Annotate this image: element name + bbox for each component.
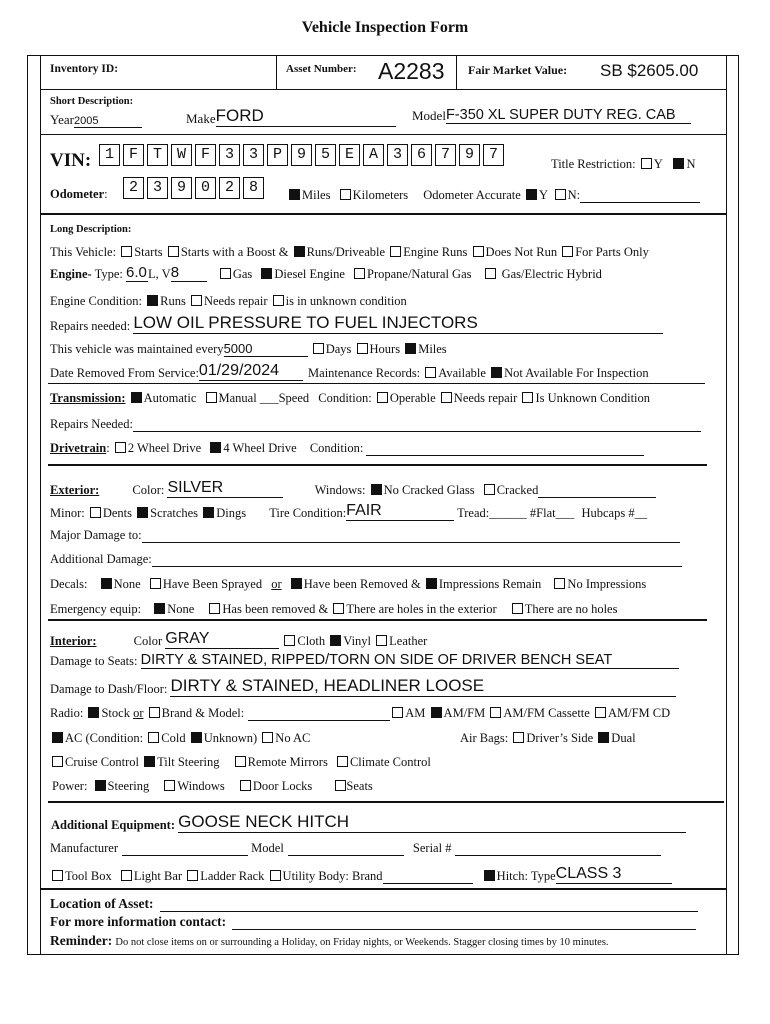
tire-condition-label: Tire Condition:	[269, 506, 347, 520]
stock-label: Stock	[101, 706, 130, 720]
engine-needs-repair-label: Needs repair	[203, 294, 268, 308]
emergency-label: Emergency equip:	[50, 602, 142, 616]
exterior-color-label: Color:	[132, 483, 165, 497]
holes-checkbox[interactable]	[333, 603, 344, 614]
odometer-char-box[interactable]: 2	[219, 177, 240, 199]
does-not-run-checkbox[interactable]	[473, 246, 484, 257]
two-wheel-drive-checkbox[interactable]	[115, 442, 126, 453]
equipment-types-row	[50, 865, 672, 884]
engine-condition-label: Engine Condition:	[50, 294, 143, 308]
vin-char-box[interactable]: P	[267, 144, 288, 166]
contact-row	[50, 914, 696, 930]
engine-needs-repair-checkbox[interactable]	[191, 295, 202, 306]
power-label: Power:	[52, 779, 88, 793]
title-restriction-y-checkbox[interactable]	[641, 158, 652, 169]
transmission-row	[50, 391, 650, 406]
removed-label: Have been Removed &	[303, 577, 421, 591]
exterior-row	[50, 479, 656, 498]
airbags-label: Air Bags:	[460, 731, 509, 745]
engine-cylinders-value: 8	[171, 264, 207, 282]
decals-none-checkbox[interactable]	[101, 578, 112, 589]
vin-char-box[interactable]: 9	[291, 144, 312, 166]
serial-line[interactable]	[455, 841, 661, 856]
power-row	[52, 779, 373, 794]
dash-damage-value[interactable]: DIRTY & STAINED, HEADLINER LOOSE	[170, 676, 676, 697]
engine-liters-value: 6.0	[126, 264, 147, 281]
dash-damage-row	[50, 676, 676, 697]
climate-label: Climate Control	[349, 755, 431, 769]
lightbar-label: Light Bar	[133, 869, 183, 883]
four-wheel-drive-checkbox[interactable]	[210, 442, 221, 453]
ac-unknown-checkbox[interactable]	[191, 732, 202, 743]
starts-checkbox[interactable]	[121, 246, 132, 257]
cloth-checkbox[interactable]	[284, 635, 295, 646]
engine-unknown-checkbox[interactable]	[273, 295, 284, 306]
seats-damage-label: Damage to Seats:	[50, 654, 138, 668]
odometer-char-box[interactable]: 8	[243, 177, 264, 199]
exterior-label: Exterior:	[50, 483, 100, 497]
kilometers-checkbox[interactable]	[340, 189, 351, 200]
ac-checkbox[interactable]	[52, 732, 63, 743]
ladder-checkbox[interactable]	[187, 870, 198, 881]
vin-char-box[interactable]: E	[339, 144, 360, 166]
model-field[interactable]	[412, 107, 691, 124]
am-label: AM	[405, 706, 426, 720]
four-wheel-drive-label: 4 Wheel Drive	[223, 441, 297, 455]
power-door-locks-label: Door Locks	[252, 779, 313, 793]
form-title: Vehicle Inspection Form	[301, 19, 469, 36]
short-description-label: Short Description:	[50, 96, 134, 107]
dual-label: Dual	[611, 731, 636, 745]
model-label: Model	[412, 108, 446, 123]
manual-checkbox[interactable]	[206, 392, 217, 403]
engine-runs-checkbox[interactable]	[390, 246, 401, 257]
equip-model-line[interactable]	[288, 841, 404, 856]
drivetrain-condition-line[interactable]	[366, 441, 644, 456]
hitch-label: Hitch: Type	[496, 869, 556, 883]
gas-checkbox[interactable]	[220, 268, 231, 279]
title-restriction-y-label: Y	[653, 157, 663, 171]
propane-label: Propane/Natural Gas	[367, 267, 472, 281]
airbags-row	[460, 731, 636, 746]
fair-market-value: SB $2605.00	[600, 61, 699, 80]
vin-char-box[interactable]: 6	[411, 144, 432, 166]
make-value: FORD	[216, 106, 396, 127]
contact-line[interactable]	[232, 914, 696, 930]
toolbox-label: Tool Box	[65, 869, 112, 883]
has-removed-checkbox[interactable]	[209, 603, 220, 614]
vin-char-box[interactable]: A	[363, 144, 384, 166]
dual-checkbox[interactable]	[598, 732, 609, 743]
location-row	[50, 896, 698, 912]
power-door-locks-checkbox[interactable]	[240, 780, 251, 791]
impressions-remain-checkbox[interactable]	[426, 578, 437, 589]
vin-char-box[interactable]: 3	[219, 144, 240, 166]
vin-char-box[interactable]: 9	[459, 144, 480, 166]
trans-needs-repair-label: Needs repair	[453, 391, 518, 405]
year-field[interactable]	[50, 112, 142, 128]
vin-char-box[interactable]: 3	[387, 144, 408, 166]
trans-repairs-label: Repairs Needed:	[50, 417, 133, 431]
power-windows-label: Windows	[177, 779, 225, 793]
decals-row	[50, 577, 646, 592]
date-removed-value[interactable]: 01/29/2024	[199, 362, 303, 381]
for-parts-checkbox[interactable]	[562, 246, 573, 257]
trans-repairs-row	[50, 417, 701, 432]
scratches-checkbox[interactable]	[137, 507, 148, 518]
title-restriction-n-label: N	[686, 157, 696, 171]
engine-type-row	[50, 264, 602, 282]
features-row	[50, 755, 431, 770]
maintenance-records-label: Maintenance Records:	[308, 366, 421, 380]
vinyl-label: Vinyl	[343, 634, 372, 648]
exterior-color-value[interactable]: SILVER	[167, 479, 283, 498]
odometer-boxes[interactable]	[123, 177, 267, 199]
minor-damage-row	[50, 502, 647, 521]
flat-label: #Flat___	[529, 506, 575, 520]
ac-cold-checkbox[interactable]	[148, 732, 159, 743]
manufacturer-label: Manufacturer	[50, 841, 119, 855]
odometer-char-box[interactable]: 3	[147, 177, 168, 199]
engine-condition-row	[50, 294, 407, 309]
cruise-checkbox[interactable]	[52, 756, 63, 767]
drivers-side-checkbox[interactable]	[513, 732, 524, 743]
am-checkbox[interactable]	[392, 707, 403, 718]
kilometers-label: Kilometers	[352, 188, 409, 202]
records-available-checkbox[interactable]	[425, 367, 436, 378]
odometer-units	[287, 188, 700, 203]
odometer-char-box[interactable]: 9	[171, 177, 192, 199]
additional-equipment-row	[51, 812, 686, 833]
trans-unknown-checkbox[interactable]	[522, 392, 533, 403]
asset-number-value: A2283	[378, 58, 445, 84]
serial-label: Serial #	[412, 841, 452, 855]
emergency-row	[50, 602, 617, 617]
engine-unknown-label: is in unknown condition	[285, 294, 407, 308]
radio-or-label: or	[133, 706, 144, 720]
records-not-available-label: Not Available For Inspection	[504, 366, 649, 380]
amfm-checkbox[interactable]	[431, 707, 442, 718]
amfm-cd-label: AM/FM CD	[607, 706, 671, 720]
engine-runs-cond-label: Runs	[160, 294, 186, 308]
no-impressions-label: No Impressions	[567, 577, 647, 591]
emergency-none-label: None	[167, 602, 195, 616]
automatic-checkbox[interactable]	[131, 392, 142, 403]
equip-model-label: Model	[251, 841, 284, 855]
engine-label: Engine-	[50, 267, 92, 281]
odometer-accurate-y-checkbox[interactable]	[526, 189, 537, 200]
interior-color-value[interactable]: GRAY	[165, 630, 279, 649]
vin-char-box[interactable]: W	[171, 144, 192, 166]
impressions-remain-label: Impressions Remain	[438, 577, 542, 591]
power-seats-checkbox[interactable]	[335, 780, 346, 791]
vin-char-box[interactable]: 3	[243, 144, 264, 166]
additional-equipment-label: Additional Equipment:	[51, 818, 175, 832]
records-not-available-checkbox[interactable]	[491, 367, 502, 378]
title-restriction-n-checkbox[interactable]	[673, 158, 684, 169]
make-field[interactable]	[186, 106, 396, 127]
hours-checkbox[interactable]	[357, 343, 368, 354]
tire-condition-value[interactable]: FAIR	[346, 502, 454, 521]
operable-label: Operable	[389, 391, 436, 405]
propane-checkbox[interactable]	[354, 268, 365, 279]
engine-runs-label: Engine Runs	[403, 245, 468, 259]
has-removed-label: Has been removed &	[222, 602, 329, 616]
ac-cold-label: Cold	[161, 731, 186, 745]
remote-mirrors-checkbox[interactable]	[235, 756, 246, 767]
windows-label: Windows:	[314, 483, 366, 497]
maint-miles-checkbox[interactable]	[405, 343, 416, 354]
holes-label: There are holes in the exterior	[346, 602, 497, 616]
decals-none-label: None	[113, 577, 141, 591]
make-label: Make	[186, 111, 216, 126]
emergency-none-checkbox[interactable]	[154, 603, 165, 614]
toolbox-checkbox[interactable]	[52, 870, 63, 881]
hitch-checkbox[interactable]	[484, 870, 495, 881]
odometer-note-line[interactable]	[580, 202, 700, 203]
repairs-needed-label: Repairs needed:	[50, 319, 131, 333]
cruise-label: Cruise Control	[65, 755, 139, 769]
cracked-line[interactable]	[538, 483, 656, 498]
operable-checkbox[interactable]	[377, 392, 388, 403]
date-removed-label: Date Removed From Service:	[50, 366, 199, 380]
model-value: F-350 XL SUPER DUTY REG. CAB	[446, 107, 691, 124]
no-ac-label: No AC	[275, 731, 311, 745]
no-ac-checkbox[interactable]	[262, 732, 273, 743]
lightbar-checkbox[interactable]	[121, 870, 132, 881]
vin-char-box[interactable]: F	[123, 144, 144, 166]
power-seats-label: Seats	[346, 779, 373, 793]
maintained-value[interactable]: 5000	[224, 341, 308, 357]
tilt-checkbox[interactable]	[144, 756, 155, 767]
hybrid-checkbox[interactable]	[485, 268, 496, 279]
removed-checkbox[interactable]	[291, 578, 302, 589]
utility-checkbox[interactable]	[270, 870, 281, 881]
miles-label: Miles	[302, 188, 331, 202]
dents-checkbox[interactable]	[90, 507, 101, 518]
year-label: Year	[50, 112, 74, 127]
location-line[interactable]	[160, 896, 698, 912]
interior-row	[50, 630, 427, 649]
lv-label: L, V	[148, 267, 171, 281]
vinyl-checkbox[interactable]	[330, 635, 341, 646]
hitch-type-value[interactable]: CLASS 3	[556, 865, 672, 884]
maint-miles-label: Miles	[418, 342, 447, 356]
reminder-label: Reminder:	[50, 933, 113, 948]
utility-brand-line[interactable]	[383, 869, 473, 884]
maintained-label: This vehicle was maintained every	[50, 342, 224, 356]
repairs-needed-row	[50, 313, 663, 334]
leather-checkbox[interactable]	[376, 635, 387, 646]
brand-model-checkbox[interactable]	[149, 707, 160, 718]
cloth-label: Cloth	[297, 634, 326, 648]
minor-label: Minor:	[50, 506, 85, 520]
stock-checkbox[interactable]	[88, 707, 99, 718]
reminder-text: Do not close items on or surrounding a Holiday, on Friday nights, or Weekends. Stagger closing times by 10 minutes.	[115, 937, 609, 948]
seats-damage-row	[50, 652, 679, 669]
odometer-accurate-label: Odometer Accurate	[423, 188, 521, 202]
no-impressions-checkbox[interactable]	[554, 578, 565, 589]
odometer-accurate-n-label: N:	[567, 188, 581, 202]
transmission-condition-label: Condition:	[318, 391, 372, 405]
equipment-details-row	[50, 841, 661, 856]
vin-char-box[interactable]: T	[147, 144, 168, 166]
no-cracked-label: No Cracked Glass	[383, 483, 475, 497]
ac-unknown-label: Unknown)	[203, 731, 258, 745]
cracked-checkbox[interactable]	[484, 484, 495, 495]
transmission-label: Transmission:	[50, 391, 126, 405]
dents-label: Dents	[102, 506, 133, 520]
does-not-run-label: Does Not Run	[485, 245, 558, 259]
engine-runs-cond-checkbox[interactable]	[147, 295, 158, 306]
location-label: Location of Asset:	[50, 896, 154, 911]
starts-boost-label: Starts with a Boost &	[180, 245, 289, 259]
hubcaps-label: Hubcaps #__	[581, 506, 648, 520]
radio-label: Radio:	[50, 706, 84, 720]
interior-label: Interior:	[50, 634, 97, 648]
sprayed-checkbox[interactable]	[150, 578, 161, 589]
year-value: 2005	[74, 115, 142, 128]
records-available-label: Available	[438, 366, 486, 380]
title-restriction-label: Title Restriction:	[551, 157, 636, 171]
hybrid-label: Gas/Electric Hybrid	[501, 267, 602, 281]
odometer-accurate-n-checkbox[interactable]	[555, 189, 566, 200]
additional-damage-row	[50, 552, 682, 567]
interior-color-label: Color	[133, 634, 163, 648]
engine-type-label: Type:	[94, 267, 123, 281]
major-damage-row	[50, 528, 680, 543]
vin-char-box[interactable]: 7	[435, 144, 456, 166]
brand-model-line[interactable]	[248, 706, 390, 721]
climate-checkbox[interactable]	[337, 756, 348, 767]
vin-char-box[interactable]: 1	[99, 144, 120, 166]
vin-char-box[interactable]: F	[195, 144, 216, 166]
manufacturer-line[interactable]	[122, 841, 248, 856]
power-steering-label: Steering	[107, 779, 150, 793]
major-damage-label: Major Damage to:	[50, 528, 142, 542]
ac-row	[50, 731, 310, 746]
tread-label: Tread:______	[457, 506, 527, 520]
vin-label: VIN:	[50, 150, 92, 171]
runs-driveable-checkbox[interactable]	[294, 246, 305, 257]
brand-model-label: Brand & Model:	[161, 706, 245, 720]
odometer-accurate-y-label: Y	[538, 188, 548, 202]
decals-label: Decals:	[50, 577, 88, 591]
scratches-label: Scratches	[150, 506, 199, 520]
starts-label: Starts	[134, 245, 163, 259]
odometer-char-box[interactable]: 0	[195, 177, 216, 199]
manual-label: Manual	[218, 391, 257, 405]
drivetrain-condition-label: Condition:	[309, 441, 364, 455]
trans-repairs-line[interactable]	[133, 417, 701, 432]
leather-label: Leather	[389, 634, 428, 648]
trans-unknown-label: Is Unknown Condition	[535, 391, 651, 405]
trans-needs-repair-checkbox[interactable]	[441, 392, 452, 403]
starts-boost-checkbox[interactable]	[168, 246, 179, 257]
remote-mirrors-label: Remote Mirrors	[247, 755, 328, 769]
contact-label: For more information contact:	[50, 914, 227, 929]
no-cracked-checkbox[interactable]	[371, 484, 382, 495]
dings-checkbox[interactable]	[203, 507, 214, 518]
maintenance-row	[50, 341, 447, 357]
no-holes-label: There are no holes	[524, 602, 618, 616]
drivetrain-row: Drivetrain: 2 Wheel Drive 4 Wheel Drive Condition:	[50, 441, 644, 456]
decals-or-label: or	[271, 577, 282, 591]
vin-char-box[interactable]: 5	[315, 144, 336, 166]
sprayed-label: Have Been Sprayed	[162, 577, 263, 591]
amfm-cassette-label: AM/FM Cassette	[503, 706, 590, 720]
power-windows-checkbox[interactable]	[164, 780, 175, 791]
hours-label: Hours	[369, 342, 401, 356]
major-damage-line[interactable]	[142, 528, 680, 543]
tilt-label: Tilt Steering	[157, 755, 220, 769]
dash-damage-label: Damage to Dash/Floor:	[50, 682, 168, 696]
drivetrain-label: Drivetrain	[50, 441, 107, 455]
automatic-label: Automatic	[143, 391, 197, 405]
additional-damage-line[interactable]	[152, 552, 682, 567]
amfm-cassette-checkbox[interactable]	[490, 707, 501, 718]
title-restriction	[551, 157, 695, 172]
cracked-label: Cracked	[496, 483, 539, 497]
repairs-needed-value[interactable]: LOW OIL PRESSURE TO FUEL INJECTORS	[133, 313, 663, 334]
dings-label: Dings	[216, 506, 247, 520]
speed-label: ___Speed	[259, 391, 310, 405]
inventory-id-label: Inventory ID:	[50, 63, 119, 75]
diesel-checkbox[interactable]	[261, 268, 272, 279]
seats-damage-value[interactable]: DIRTY & STAINED, RIPPED/TORN ON SIDE OF DRIVER BENCH SEAT	[141, 652, 679, 669]
radio-row	[50, 706, 670, 721]
date-removed-row	[50, 362, 649, 381]
two-wheel-drive-label: 2 Wheel Drive	[127, 441, 202, 455]
amfm-cd-checkbox[interactable]	[595, 707, 606, 718]
this-vehicle-label: This Vehicle:	[50, 245, 117, 259]
additional-equipment-value[interactable]: GOOSE NECK HITCH	[178, 812, 686, 833]
drivers-side-label: Driver’s Side	[526, 731, 594, 745]
runs-driveable-label: Runs/Driveable	[306, 245, 386, 259]
vin-char-box[interactable]: 7	[483, 144, 504, 166]
amfm-label: AM/FM	[443, 706, 486, 720]
odometer-label: Odometer:	[50, 187, 108, 201]
power-steering-checkbox[interactable]	[95, 780, 106, 791]
miles-checkbox[interactable]	[289, 189, 300, 200]
no-holes-checkbox[interactable]	[512, 603, 523, 614]
reminder-row	[50, 933, 609, 949]
for-parts-label: For Parts Only	[575, 245, 649, 259]
vehicle-status-row	[50, 245, 649, 260]
diesel-label: Diesel Engine	[274, 267, 345, 281]
long-description-label: Long Description:	[50, 224, 132, 235]
days-checkbox[interactable]	[313, 343, 324, 354]
odometer-char-box[interactable]: 2	[123, 177, 144, 199]
asset-number-label: Asset Number:	[286, 63, 357, 75]
days-label: Days	[325, 342, 352, 356]
ac-label: AC (Condition:	[65, 731, 144, 745]
utility-label: Utility Body: Brand	[282, 869, 383, 883]
additional-damage-label: Additional Damage:	[50, 552, 152, 566]
gas-label: Gas	[232, 267, 253, 281]
vin-boxes[interactable]	[99, 144, 507, 166]
fair-market-value-label: Fair Market Value:	[468, 63, 568, 77]
ladder-label: Ladder Rack	[200, 869, 265, 883]
